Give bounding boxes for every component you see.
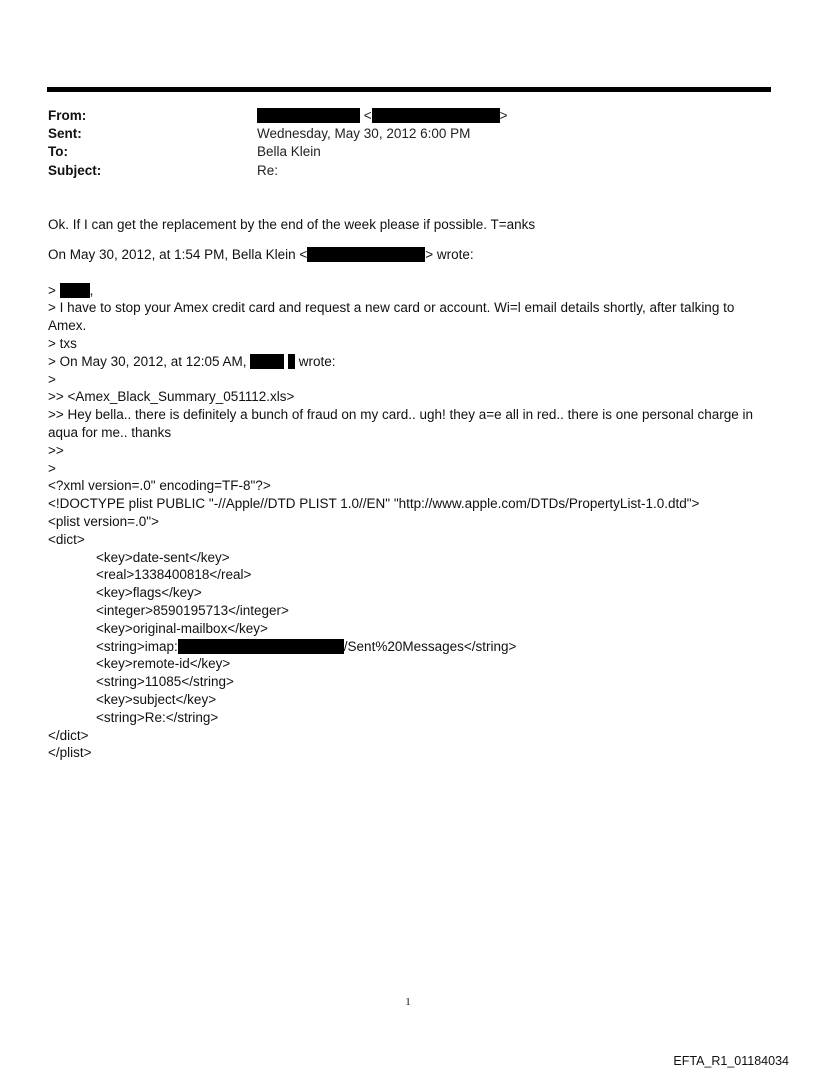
redaction-box xyxy=(288,354,295,369)
xml-line: <real>1338400818</real> xyxy=(96,567,252,583)
quoted-line: > xyxy=(48,371,56,387)
xml-line: </dict> xyxy=(48,727,89,743)
redaction-box xyxy=(257,108,360,123)
redaction-box xyxy=(307,247,425,262)
redaction-box xyxy=(60,283,90,298)
xml-line: <plist version=.0"> xyxy=(48,513,159,529)
redaction-box xyxy=(178,639,344,654)
body-line: Ok. If I can get the replacement by the end of the week please if possible. T=anks xyxy=(48,217,536,232)
quoted-line: >> Hey bella.. there is definitely a bunch of fraud on my card.. ugh! they a=e all in red.. there is one personal charge in aqua for me.. thanks xyxy=(48,407,754,440)
xml-line: <string>imap: /Sent%20Messages</string> xyxy=(96,638,517,654)
xml-line: <string>11085</string> xyxy=(96,674,234,690)
to-value: Bella Klein xyxy=(257,144,321,160)
to-label: To: xyxy=(48,144,68,160)
subject-value: Re: xyxy=(257,162,279,178)
xml-line: <string>Re:</string> xyxy=(96,709,219,725)
xml-line: </plist> xyxy=(48,745,92,761)
quoted-line: > I have to stop your Amex credit card and request a new card or account. Wi=l email details shortly, after talking to Amex. xyxy=(48,300,735,334)
xml-line: <!DOCTYPE plist PUBLIC "-//Apple//DTD PLIST 1.0//EN" "http://www.apple.com/DTDs/PropertyList-1.0.dtd"> xyxy=(48,496,700,512)
xml-line: <key>original-mailbox</key> xyxy=(96,620,268,636)
xml-line: <?xml version=.0" encoding=TF-8"?> xyxy=(48,478,271,494)
header-rule xyxy=(47,87,771,92)
quote-header: On May 30, 2012, at 1:54 PM, Bella Klein < > wrote: xyxy=(48,246,474,262)
quoted-line: > txs xyxy=(48,335,77,351)
xml-line: <dict> xyxy=(48,531,85,547)
redaction-box xyxy=(250,354,284,369)
email-body xyxy=(48,216,768,762)
attachment-line: >> <Amex_Black_Summary_051112.xls> xyxy=(48,389,295,405)
document-id: EFTA_R1_01184034 xyxy=(673,1054,789,1068)
from-label: From: xyxy=(48,108,87,123)
quoted-line: > xyxy=(48,460,56,476)
xml-line: <key>flags</key> xyxy=(96,585,202,601)
xml-line: <key>remote-id</key> xyxy=(96,656,231,672)
quoted-line: > On May 30, 2012, at 12:05 AM, wrote: xyxy=(48,353,336,369)
xml-line: <integer>8590195713</integer> xyxy=(96,602,289,618)
quoted-line: >> xyxy=(48,442,64,458)
quoted-line: > , xyxy=(48,282,94,298)
redaction-box xyxy=(372,108,500,123)
sent-value: Wednesday, May 30, 2012 6:00 PM xyxy=(257,126,471,142)
subject-label: Subject: xyxy=(48,162,102,178)
xml-line: <key>subject</key> xyxy=(96,691,217,707)
page-number: 1 xyxy=(405,996,411,1008)
xml-line: <key>date-sent</key> xyxy=(96,549,230,565)
from-value: < > xyxy=(257,107,508,125)
sent-label: Sent: xyxy=(48,126,82,142)
